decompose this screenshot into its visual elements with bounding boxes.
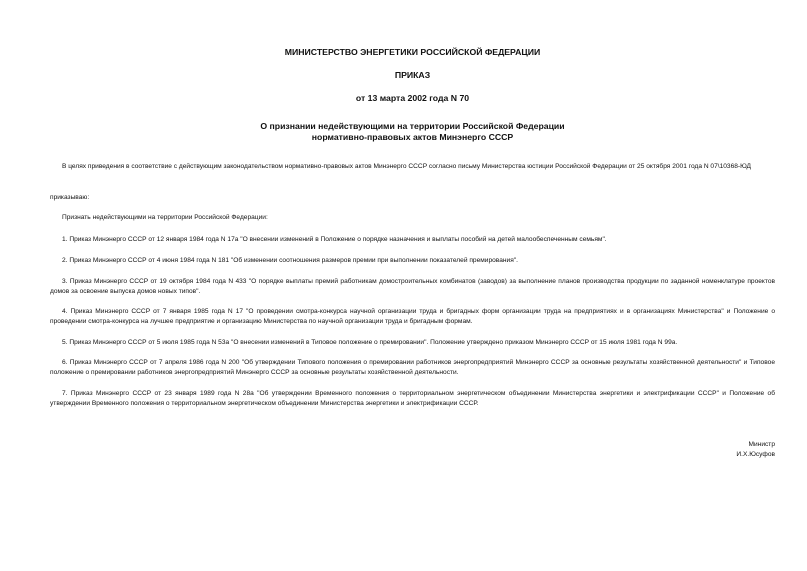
list-item: 1. Приказ Минэнерго СССР от 12 января 1984 года N 17а "О внесении изменений в Положение о порядке назначения и выплаты пособий на детей малообеспеченным семьям". [62,236,607,243]
list-item: 2. Приказ Минэнерго СССР от 4 июня 1984 года N 181 "Об изменении соотношения размеров премии при выполнении показателей премирования". [62,257,518,264]
list-item: 3. Приказ Минэнерго СССР от 19 октября 1984 года N 433 "О порядке выплаты премий работникам домостроительных комбинатов (заводов) за выполнение планов производства продукции по заданной номенклатуре проектов домов за освоение выпуска домов новых типов". [50,278,775,295]
document-title [50,121,775,143]
order-word: приказываю: [50,194,90,201]
recognize-paragraph: Признать недействующими на территории Российской Федерации: [62,214,268,221]
intro-paragraph: В целях приведения в соответствие с действующим законодательством нормативно-правовых актов Минэнерго СССР согласно письму Министерства юстиции Российской Федерации от 25 октября 2001 года N 07\10368-ЮД [62,163,751,170]
signature-name: И.Х.Юсуфов [736,451,775,458]
document-type: ПРИКАЗ [394,70,431,80]
list-item: 5. Приказ Минэнерго СССР от 5 июля 1985 года N 53а "О внесении изменений в Типовое положение о премировании". Положение утверждено приказом Минэнерго СССР от 15 июля 1981 года N 99а. [62,339,678,346]
list-item: 6. Приказ Минэнерго СССР от 7 апреля 1986 года N 200 "Об утверждении Типового положения о премировании работников энергопредприятий Минэнерго СССР за основные результаты хозяйственной деятельности" и Типовое положение о премировании работников энергопредприятий Минэнерго СССР за основные результаты хозяйственной деятельности. [50,359,775,376]
document-date-number: от 13 марта 2002 года N 70 [355,93,470,103]
ministry-heading: МИНИСТЕРСТВО ЭНЕРГЕТИКИ РОССИЙСКОЙ ФЕДЕРАЦИИ [284,47,541,57]
document-title-line-1: О признании недействующими на территории Российской Федерации [260,121,565,131]
signature-position: Министр [748,441,775,448]
document-title-line-2: нормативно-правовых актов Минэнерго СССР [311,132,514,142]
list-item: 4. Приказ Минэнерго СССР от 7 января 1985 года N 17 "О проведении смотра-конкурса научной организации труда и бригадных форм организации труда на предприятиях и в организациях Министерства" и Положение о проведении смотра-конкурса на лучшее предприятие и организацию Министерства по научной организации труда и бригадным формам. [50,308,775,325]
list-item: 7. Приказ Минэнерго СССР от 23 января 1989 года N 28а "Об утверждении Временного положения о территориальном энергетическом объединении Министерства энергетики и электрификации СССР" и Положение об утверждении Временного положения о территориальном энергетическом объединении Министерства энергетики и электрификации СССР. [50,390,775,407]
